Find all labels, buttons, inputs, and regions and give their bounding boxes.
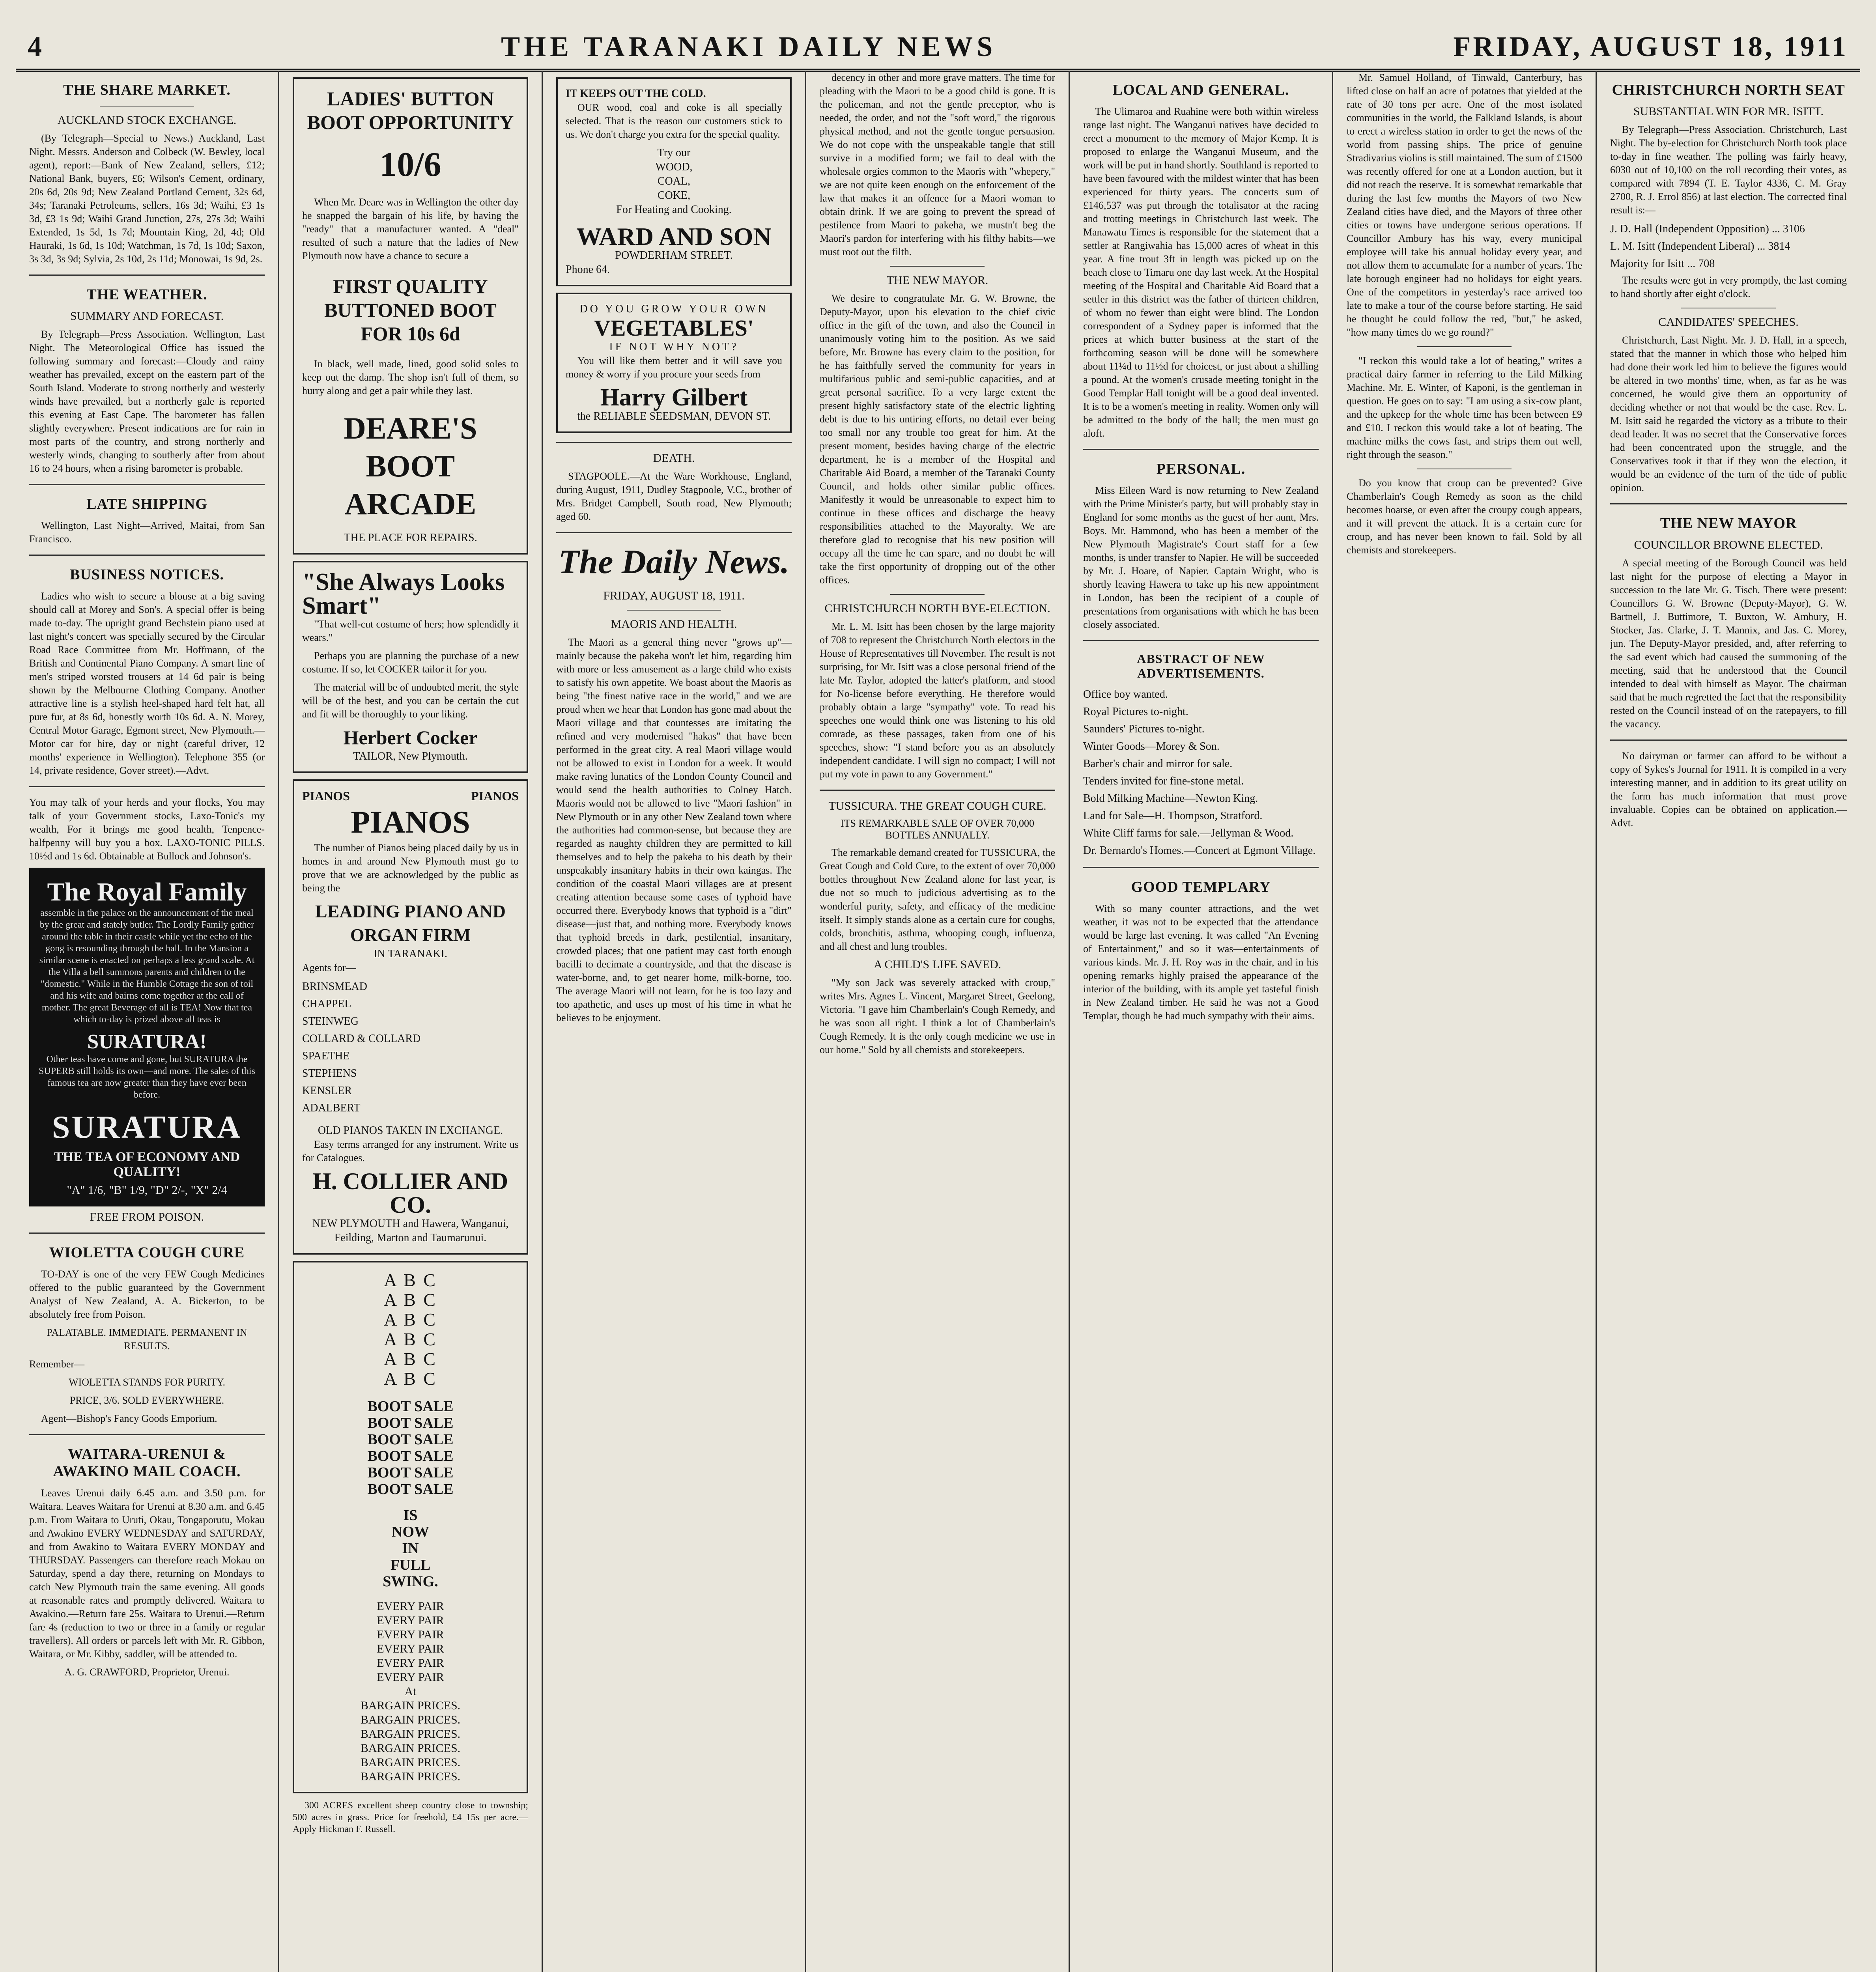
- maoris-health-continued: decency in other and more grave matters. The time for pleading with the Maori to be a good child is gone. It is the policeman, and not the gentle preceptor, who is needed, the order, and not the "soft word," the rigorous physical method, and not the gentle tongue persuasion. We do not cope with the unspeakable tangle that still survive in a modified form; we fail to deal with the wholesale orgies common to the Maoris with "whepery," we are not quite keen enough on the enforcement of the law that makes it an offence for a Maori woman to obtain drink. If we are going to prevent the spread of pestilence from Maori to pakeha, we mustn't beg the Maori's pardon for interfering with his filthy habits—we must root out the filth.: [820, 72, 1055, 258]
- always-smart-text: "That well-cut costume of hers; how splendidly it wears.": [302, 618, 519, 643]
- child-saved-text: "My son Jack was severely attacked with croup," writes Mrs. Agnes L. Vincent, Margaret Street, Geelong, Victoria. "I gave him Chamberlain's Cough Remedy, and he was soon all right. I think a lot of Chamberlain's Cough Remedy. It is the only cough medicine we use in our home." Sold by all chemists and storekeepers.: [820, 977, 1055, 1055]
- abstract-item: Dr. Bernardo's Homes.—Concert at Egmont Village.: [1083, 844, 1316, 857]
- wioletta-purity: WIOLETTA STANDS FOR PURITY.: [69, 1376, 225, 1388]
- share-market-text: (By Telegraph—Special to News.) Auckland, Last Night. Messrs. Anderson and Colbeck (W. Bewley, local agent), report:—Bank of New Zealand, sellers, £12; National Bank, buyers, £6; Wilson's Cement, ordinary, 20s 6d, 20s 9d; New Zealand Portland Cement, 32s 6d, 34s; Taranaki Petroleums, sellers, 16s 3d; Waihi, £3 1s 3d, £3 1s 9d; Waihi Grand Junction, 27s, 27s 3d; Waihi Extended, 1s 5d, 1s 7d; Mountain King, 2d, 4d; Old Hauraki, 1s 6d, 1s 10d; Watchman, 1s 7d, 1s 10d; Saxon, 3s 3d, 3s 9d; Sylvia, 2s 10d, 2s 11d; Monowai, 1s 9d, 2s.: [29, 133, 265, 265]
- divider: [890, 594, 985, 595]
- mail-coach-heading: WAITARA-URENUI & AWAKINO MAIL COACH.: [53, 1446, 241, 1480]
- fuel-item: WOOD,: [655, 161, 693, 173]
- planning-text: Perhaps you are planning the purchase of a new costume. If so, let COCKER tailor it for you.: [302, 650, 519, 675]
- candidates-speeches-heading: CANDIDATES' SPEECHES.: [1658, 316, 1799, 329]
- collier-address: NEW PLYMOUTH and Hawera, Wanganui, Feilding, Marton and Taumarunui.: [312, 1218, 509, 1244]
- repairs-line: THE PLACE FOR REPAIRS.: [344, 532, 477, 544]
- election-result-row: L. M. Isitt (Independent Liberal) ... 3814: [1610, 240, 1790, 252]
- christchurch-bye-election-text: Mr. L. M. Isitt has been chosen by the large majority of 708 to represent the Christchurch North electors in the House of Representatives till November. The result is not surprising, for Mr. Isitt was a close personal friend of the late Mr. Taylor, adopted the latter's platform, and stood for No-license before everything. He therefore would probably obtain a large "sympathy" vote. To read his speeches one would think one was listening to his old comrade, as these passages, taken from one of his speeches, show: "I stand before you as an absolutely independent candidate. I will sign no compact; I will not put my vote in pawn to any Government.": [820, 621, 1055, 780]
- always-smart-heading: "She Always Looks Smart": [302, 569, 505, 619]
- suratura-prices: "A" 1/6, "B" 1/9, "D" 2/-, "X" 2/4: [67, 1184, 227, 1197]
- abstract-item: Barber's chair and mirror for sale.: [1083, 758, 1233, 770]
- christchurch-seat-heading: CHRISTCHURCH NORTH SEAT: [1612, 82, 1845, 98]
- page-number: 4: [28, 31, 44, 62]
- newspaper-title: THE TARANAKI DAILY NEWS: [501, 31, 997, 62]
- divider: [556, 442, 792, 443]
- agents-for: Agents for—: [302, 962, 356, 973]
- wioletta-price: PRICE, 3/6. SOLD EVERYWHERE.: [69, 1395, 224, 1406]
- wioletta-text: TO-DAY is one of the very FEW Cough Medicines offered to the public guaranteed by the Government Analyst of New Zealand, A. A. Bickerton, to be absolutely free from Poison.: [29, 1268, 265, 1320]
- column-1: [16, 71, 279, 1972]
- weather-heading: THE WEATHER.: [86, 286, 207, 303]
- abstract-ads-heading: ABSTRACT OF NEW ADVERTISEMENTS.: [1137, 652, 1265, 680]
- mail-coach-text: Leaves Urenui daily 6.45 a.m. and 3.50 p.m. for Waitara. Leaves Waitara for Urenui at 8.30 a.m. and 6.45 p.m. From Waitara to Uruti, Okau, Tongaporutu, Mokau and Awakino EVERY WEDNESDAY and SATURDAY, and from Awakino to Waitara EVERY MONDAY and THURSDAY. Passengers can therefore reach Mokau on Saturday, spend a day there, returning on Mondays to catch New Plymouth train the same evening. All goods at reasonable rates and promptly delivered. Waitara to Awakino.—Return fare 25s. Waitara to Urenui.—Return fare 4s (reduction to two or three in a family or regular travellers). All orders or parcels left with Mr. R. Gibbon, Waitara, or Mr. Kibby, saddler, will be attended to.: [29, 1487, 265, 1660]
- collier-name: H. COLLIER AND CO.: [312, 1168, 508, 1218]
- divider: [627, 610, 721, 611]
- new-mayor-editorial-text: We desire to congratulate Mr. G. W. Browne, the Deputy-Mayor, upon his elevation to the chief civic office in the gift of the town, and also the Council in unanimously voting him to the position. As we said before, Mr. Browne has every claim to the position, for he has faithfully served the community for years in multifarious public and semi-public capacities, and at great personal sacrifice. To a very large extent the present highly satisfactory state of the electric lighting debt is due to his untiring efforts, no detail ever being too small nor any trouble too great for him. At the present moment, besides having charge of the electric department, he is a member of the Hospital and Charitable Aid Board, a member of the Taranaki County Council, and holds other similar public offices. Manifestly it would be unreasonable to expect him to continue in these offices and discharge the heavy responsibilities attached to the Mayoralty. We are therefore glad to recognise that his new position will occupy all the time he can spare, and no doubt he will take the first opportunity of dropping out of the other offices.: [820, 293, 1055, 586]
- masthead: [16, 16, 1860, 72]
- croup-remedy-ad: Do you know that croup can be prevented? Give Chamberlain's Cough Remedy as soon as the child becomes hoarse, or even after the croupy cough appears, and it will prevent the attack. It is a certain cure for croup, and has never been known to fail. Sold by all chemists and storekeepers.: [1347, 477, 1582, 556]
- brand-item: SPAETHE: [302, 1050, 350, 1062]
- divider: [1083, 867, 1319, 868]
- business-notices-text: Ladies who wish to secure a blouse at a big saving should call at Morey and Son's. A special offer is being made to-day. The upright grand Bechstein piano used at last night's concert was specially secured by the Circular Road Race Committee from Mr. Hoffmann, of the British and Continental Piano Company. A smart line of men's striped worsted trousers at 14 6d pair is being shown by the Melbourne Clothing Company. Another attractive line is a stylish heel-shaped hard felt hat, all pure fur, at 8s 6d, honestly worth 10s 6d. A. N. Morey, Central Motor Garage, Egmont street, New Plymouth.—Motor car for hire, day or night (careful driver, 12 months' experience in Wellington). Telephone 355 (or 14, private residence, Gover street).—Advt.: [29, 590, 265, 776]
- farmer-journal-ad: No dairyman or farmer can afford to be without a copy of Sykes's Journal for 1911. It is compiled in a very interesting manner, and in addition to its great utility on the farm has much information that must prove invaluable. Copies can be obtained on application.—Advt.: [1610, 750, 1847, 829]
- weather-subheading: SUMMARY AND FORECAST.: [70, 310, 224, 323]
- abstract-item: White Cliff farms for sale.—Jellyman & Wood.: [1083, 827, 1294, 839]
- share-market-heading: THE SHARE MARKET.: [63, 82, 231, 98]
- pianos-text: The number of Pianos being placed daily by us in homes in and around New Plymouth must go to prove that we are acknowledged by the public as being the: [302, 842, 519, 894]
- divider: [1610, 740, 1847, 741]
- fuel-item: COAL,: [657, 175, 691, 187]
- column-6: [1333, 71, 1597, 1972]
- poison-free-line: FREE FROM POISON.: [90, 1210, 204, 1223]
- suratura-heading: SURATURA!: [87, 1031, 207, 1053]
- mail-coach-signature: A. G. CRAWFORD, Proprietor, Urenui.: [64, 1666, 230, 1678]
- editorial-date: FRIDAY, AUGUST 18, 1911.: [603, 589, 745, 602]
- fuel-item: COKE,: [657, 189, 691, 202]
- collier-pianos-ad: [293, 779, 528, 1255]
- christchurch-bye-election-heading: CHRISTCHURCH NORTH BYE-ELECTION.: [824, 602, 1050, 615]
- column-4: [806, 71, 1070, 1972]
- maoris-health-text: The Maori as a general thing never "grows up"—mainly because the pakeha won't let him, regarding him with more or less amusement as a large child who exists to satisfy his own appetite. We boast about the Maoris as being "the finest native race in the world," and we are proud when we hear that London has gone mad about the Maori village and that countesses are imitating the refined and very modernised "hakas" that have been performed in the great city. A real Maori village would not be allowed to exist in London for a week. It would make raving lunatics of the London County Council and would send the health authorities to Colney Hatch. Maoris would not be allowed to live "Maori fashion" in New Plymouth or in any other New Zealand town where the authorities had common-sense, but because they are regarded as naughty children they are permitted to kill themselves and to help the pakeha to his death by their unspeakably insanitary habits in their own kaingas. The condition of the coastal Maori villages are at present creating attention because some cases of typhoid have occurred there. Everybody knows that typhoid is a "dirt" disease—just that, and nothing more. Everybody knows that typhoid breeds in dark, pestilential, insanitary, crowded places; that one patient may cast forth enough bacilli to decimate a countryside, and that the disease is water-borne, and, to get nearer home, milk-borne, too. The average Maori will not learn, for he is too lazy and too apathetic, and uses up most of his time in what he believes to be enjoyment.: [556, 637, 792, 1023]
- ladies-boot-text: When Mr. Deare was in Wellington the other day he snapped the bargain of his life, by having the "ready" that a manufacturer wanted. A "deal" resulted of such a nature that the ladies of New Plymouth now have a chance to secure a: [302, 196, 519, 261]
- column-7: [1597, 71, 1860, 1972]
- abstract-item: Royal Pictures to-night.: [1083, 706, 1188, 718]
- column-5: [1070, 71, 1333, 1972]
- suratura-tagline: THE TEA OF ECONOMY AND QUALITY!: [54, 1150, 240, 1179]
- keeps-out-cold: IT KEEPS OUT THE COLD.: [566, 88, 706, 100]
- column-3: [543, 71, 806, 1972]
- editorial-nameplate: The Daily News.: [558, 543, 790, 581]
- divider: [1417, 346, 1512, 347]
- pianos-corner-right: PIANOS: [471, 789, 519, 803]
- good-templary-text: With so many counter attractions, and the wet weather, it was not to be expected that the attendance would be large last evening. It was called "An Evening of Entertainment," and so it was—entertainments of various kinds. Mr. J. H. Roy was in the chair, and in his opening remarks highly praised the appearance of the interior of the building, with its ample yet tasteful finish in New Zealand timber. He said he was not a Good Templar, though he had much sympathy with their aims.: [1083, 903, 1319, 1021]
- suratura-brand: SURATURA: [52, 1109, 242, 1145]
- column-2: [279, 71, 543, 1972]
- deares-boot-ad: [293, 77, 528, 555]
- leading-firm-heading: LEADING PIANO AND ORGAN FIRM: [315, 901, 506, 945]
- brand-item: COLLARD & COLLARD: [302, 1033, 421, 1045]
- harry-gilbert-ad: [556, 293, 792, 433]
- divider: [820, 790, 1055, 791]
- divider: [1610, 503, 1847, 504]
- weather-text: By Telegraph—Press Association. Wellington, Last Night. The Meteorological Office has issued the following summary and forecast:—Cloudy and rainy weather has prevailed, except on the eastern part of the South Island. Moderate to strong northerly and westerly winds have prevailed, but a northerly gale is reported this evening at East Cape. The barometer has fallen slightly everywhere. Present indications are for rain in most parts of the country, and strong northerly and westerly winds, changing to southerly after from about 16 to 24 hours, when a rising barometer is probable.: [29, 329, 265, 474]
- election-result-row: J. D. Hall (Independent Opposition) ... 3106: [1610, 223, 1805, 235]
- pianos-heading: PIANOS: [351, 805, 470, 840]
- sheep-country-ad: 300 ACRES excellent sheep country close to township; 500 acres in grass. Price for freehold, £4 15s per acre.—Apply Hickman F. Russell.: [293, 1800, 528, 1834]
- if-not: IF NOT WHY NOT?: [609, 341, 739, 353]
- divider: [29, 555, 265, 556]
- boot-price: 10/6: [379, 146, 441, 184]
- local-general-continued: Mr. Samuel Holland, of Tinwald, Canterbury, has lifted close on half an acre of potatoes that yielded at the rate of 30 tons per acre. One of the most isolated communities in the world, the Falkland Islands, is about to erect a wireless station in order to get the news of the world from passing ships. The price of genuine Stradivarius violins is still maintained. The sum of £1500 was recently offered for one at a London auction, but it did not reach the reserve. It is somewhat remarkable that during the last few months the Mayors of two New Zealand cities have died, and the Mayors of three other cities or towns have undergone serious operations. If Councillor Ambury has his way, every municipal employee will take his annual holiday every year, and not allow them to accumulate for a number of years. The late borough engineer had no holidays for eight years. One of the competitors in yesterday's race arrived too late to make a tour of the course before starting. He said he thought he could follow the red, "but," he asked, "how many times do we go round?": [1347, 72, 1582, 338]
- herbert-cocker-name: Herbert Cocker: [343, 726, 478, 749]
- ward-and-son-name: WARD AND SON: [576, 222, 772, 250]
- personal-text: Miss Eileen Ward is now returning to New Zealand with the Prime Minister's party, but will probably stay in England for some months as the guest of her aunt, Mrs. Boys. Mr. Hammond, who has been a member of the New Plymouth Magistrate's Court staff for a few months, is under transfer to Napier. He will be succeeded by Mr. J. Hoare, of Napier. Captain Wright, who is shortly leaving Hawera to take up his new appointment in London, has been the recipient of a couple of presentations from organisations with which he has been closely associated.: [1083, 485, 1319, 630]
- new-mayor-editorial-heading: THE NEW MAYOR.: [886, 274, 988, 287]
- powderham-street: POWDERHAM STREET.: [615, 249, 733, 261]
- death-heading: DEATH.: [653, 452, 695, 465]
- good-templary-heading: GOOD TEMPLARY: [1131, 879, 1271, 895]
- divider: [556, 532, 792, 533]
- brand-item: STEINWEG: [302, 1015, 359, 1027]
- shipping-heading: LATE SHIPPING: [86, 496, 207, 512]
- pianos-corner-left: PIANOS: [302, 789, 350, 803]
- maoris-health-heading: MAORIS AND HEALTH.: [611, 618, 737, 631]
- cocker-tailor-ad: [293, 561, 528, 773]
- phone-line: Phone 64.: [566, 263, 610, 276]
- local-general-text: The Ulimaroa and Ruahine were both within wireless range last night. The Wanganui natives have decided to erect a monument to the memory of Major Kemp. It is proposed to enlarge the Wanganui Museum, and the work will be put in hand shortly. Southland is reported to have been favoured with the mildest winter that has been experienced for thirty years. The concerts sum of £146,537 was put through the totalisator at the racing and trotting meetings in Christchurch last week. The Manawatu Times is responsible for the statement that a settler at Rangiwahia has 15,000 acres of wheat in this year. A fine trout 3ft in length was picked up on the beach close to Timaru one day last week. At the Hospital meeting of the Hospital and Charitable Aid Board that a settler in this district was the father of thirteen children, of whom no fewer than eight were blind. The London correspondent of a Sydney paper is informed that the prices at which butter business at the start of the forthcoming season will be done will be somewhere about 11¼d to 11½d for choicest, or just about a shilling a pound. At the women's crusade meeting tonight in the Good Templar Hall tonight will be a good deal invented. It is to be a women's meeting in reality. Women only will be admitted to the body of the hall; the men must go aloft.: [1083, 106, 1319, 439]
- election-result-row: Majority for Isitt ... 708: [1610, 258, 1715, 270]
- abstract-item: Land for Sale—H. Thompson, Stratford.: [1083, 810, 1263, 822]
- local-general-heading: LOCAL AND GENERAL.: [1112, 82, 1289, 98]
- abstract-item: Bold Milking Machine—Newton King.: [1083, 792, 1258, 805]
- in-taranaki: IN TARANAKI.: [373, 948, 447, 960]
- first-quality-heading: FIRST QUALITY BUTTONED BOOT FOR 10s 6d: [324, 275, 497, 345]
- divider: [29, 1434, 265, 1435]
- tussicura-subheading: ITS REMARKABLE SALE OF OVER 70,000 BOTTLES ANNUALLY.: [840, 818, 1035, 841]
- brand-item: ADALBERT: [302, 1102, 361, 1114]
- abstract-item: Winter Goods—Morey & Son.: [1083, 740, 1220, 753]
- divider: [29, 786, 265, 787]
- seedsman-line: the RELIABLE SEEDSMAN, DEVON ST.: [577, 410, 771, 422]
- easy-terms-line: Easy terms arranged for any instrument. Write us for Catalogues.: [302, 1139, 519, 1163]
- try-our: Try our: [657, 147, 691, 159]
- suratura-tea-ad: [29, 868, 265, 1206]
- wioletta-agent: Agent—Bishop's Fancy Goods Emporium.: [41, 1413, 217, 1424]
- abstract-item: Tenders invited for fine-stone metal.: [1083, 775, 1244, 787]
- vegetables-text: You will like them better and it will save you money & worry if you procure your seeds from: [566, 355, 782, 380]
- coal-text: OUR wood, coal and coke is all specially selected. That is the reason our customers stick to us. We don't charge you extra for the special quality.: [566, 102, 782, 140]
- tailor-line: TAILOR, New Plymouth.: [353, 750, 468, 762]
- laxo-tonic-ad: You may talk of your herds and your flocks, You may talk of your Government stocks, Laxo-Tonic's my wealth, For it brings me good health, Tenpence-halfpenny will buy you a box. LAXO-TONIC PILLS. 10½d and 1s 6d. Obtainable at Bullock and Johnson's.: [29, 797, 265, 862]
- grow-your-own: DO YOU GROW YOUR OWN: [579, 303, 768, 315]
- suratura-text: Other teas have come and gone, but SURATURA the SUPERB still holds its own—and more. The sales of this famous tea are now greater than they have ever been before.: [39, 1054, 255, 1100]
- milking-machine-ad: "I reckon this would take a lot of beating," writes a practical dairy farmer in referring to the Lild Milking Machine. Mr. E. Winter, of Kaponi, is the gentleman in question. He goes on to say: "I am using a six-cow plant, and the upkeep for the whole time has been between £9 and £10. I reckon this would take a lot of beating. The machine milks the cows fast, and strips them out well, right through the season.": [1347, 355, 1582, 460]
- brand-item: BRINSMEAD: [302, 980, 367, 993]
- divider: [29, 484, 265, 485]
- ladies-boot-heading: LADIES' BUTTON BOOT OPPORTUNITY: [307, 88, 514, 133]
- share-market-subheading: AUCKLAND STOCK EXCHANGE.: [57, 114, 237, 127]
- brand-item: KENSLER: [302, 1085, 352, 1097]
- vegetables-heading: VEGETABLES': [594, 315, 754, 341]
- royal-family-title: The Royal Family: [47, 878, 247, 906]
- material-text: The material will be of undoubted merit, the style will be of the best, and you can be certain the cut and fit will be thoroughly to your liking.: [302, 682, 519, 720]
- child-saved-heading: A CHILD'S LIFE SAVED.: [873, 958, 1002, 971]
- deares-arcade-name: DEARE'S BOOT ARCADE: [344, 411, 477, 521]
- new-mayor-text: A special meeting of the Borough Council was held last night for the purpose of electing a Mayor in succession to the late Mr. G. Tisch. There were present: Councillors G. W. Browne (Deputy-Mayor), G. W. Bartnell, J. Buttimore, T. Buxton, W. Ambury, H. Stocker, Jas. Clarke, J. T. Mannix, and Jas. C. Morey, jun. The Deputy-Mayor presided, and, after referring to the sad event which had caused the summoning of the meeting, said that he understood that the Council intended to deal with himself as Mayor. The chairman said that he much regretted the fact that the responsibility rested on the Council instead of on the ratepayers, to fill the vacancy.: [1610, 557, 1847, 730]
- tussicura-heading: TUSSICURA. THE GREAT COUGH CURE.: [828, 799, 1046, 812]
- divider: [29, 1232, 265, 1234]
- candidates-speeches-text: Christchurch, Last Night. Mr. J. D. Hall, in a speech, stated that the manner in which those who helped him had done their work led him to believe the figures would be altered in two months' time, when, as far as he was concerned, he would give them an opportunity of deciding whether or not that would be the case. Rev. L. M. Isitt said he regarded the victory as a tribute to their dead leader. It was no secret that the Conservative forces had been concentrated upon the struggle, and the Conservatives took it that if they won the election, it would be an evidence of the turn of the tide of public opinion.: [1610, 334, 1847, 493]
- christchurch-seat-subheading: SUBSTANTIAL WIN FOR MR. ISITT.: [1633, 105, 1824, 118]
- abstract-item: Saunders' Pictures to-night.: [1083, 723, 1205, 735]
- harry-gilbert-name: Harry Gilbert: [600, 384, 748, 411]
- divider: [890, 266, 985, 267]
- divider: [1083, 449, 1319, 450]
- wioletta-heading: WIOLETTA COUGH CURE: [49, 1244, 245, 1261]
- royal-family-text: assemble in the palace on the announcement of the meal by the great and stately butler. The Lordly Family gather around the table in their castle while yet the echo of the gong is resounding through the hall. In the Mansion a similar scene is enacted on perhaps a less grand scale. At the Villa a bell summons parents and children to the "domestic." While in the Humble Cottage the son of toil and his wife and bairns come together at the call of mother. The great Beverage of all is TEA! Now that tea which to-day is prized above all teas is: [39, 908, 255, 1025]
- divider: [1083, 640, 1319, 641]
- heating-line: For Heating and Cooking.: [616, 204, 732, 216]
- ward-and-son-ad: [556, 77, 792, 286]
- personal-heading: PERSONAL.: [1156, 461, 1246, 477]
- brand-item: STEPHENS: [302, 1067, 357, 1079]
- abstract-item: Office boy wanted.: [1083, 688, 1168, 700]
- boot-description: In black, well made, lined, good solid soles to keep out the damp. The shop isn't full of them, so hurry along and get a pair while they last.: [302, 358, 519, 396]
- business-notices-heading: BUSINESS NOTICES.: [70, 566, 224, 583]
- christchurch-seat-text: By Telegraph—Press Association. Christchurch, Last Night. The by-election for Christchurch North took place to-day in fine weather. The polling was fairly heavy, 6030 out of 10,100 on the roll recording their votes, as compared with 7894 (T. E. Taylor 4336, C. M. Gray 2700, R. J. Errol 856) at last election. The corrected final result is:—: [1610, 124, 1847, 216]
- columns-grid: [16, 71, 1860, 1972]
- wioletta-palatable: PALATABLE. IMMEDIATE. PERMANENT IN RESULTS.: [47, 1327, 247, 1352]
- brand-item: CHAPPEL: [302, 998, 351, 1010]
- divider: [29, 275, 265, 276]
- new-mayor-heading: THE NEW MAYOR: [1660, 515, 1797, 532]
- results-note: The results were got in very promptly, the last coming to hand shortly after eight o'clock.: [1610, 275, 1847, 299]
- new-mayor-subheading: COUNCILLOR BROWNE ELECTED.: [1634, 538, 1823, 551]
- death-notice: STAGPOOLE.—At the Ware Workhouse, England, during August, 1911, Dudley Stagpoole, V.C., brother of Mrs. Bridget Campbell, South road, New Plymouth; aged 60.: [556, 471, 792, 522]
- wioletta-remember: Remember—: [29, 1358, 85, 1370]
- abc-boot-sale-ad: A B C A B C A B C A B C A B C A B C BOOT SALE BOOT SALE BOOT SALE BOOT SALE BOOT SALE BOOT SALE IS NOW IN FULL SWING. EVERY PAIR EVERY PAIR EVERY PAIR EVERY PAIR EVERY PAIR EVERY PAIR At BARGAIN PRICES. BARGAIN PRICES. BARGAIN PRICES. BARGAIN PRICES. BARGAIN PRICES. BARGAIN PRICES.: [293, 1261, 528, 1793]
- old-pianos-line: OLD PIANOS TAKEN IN EXCHANGE.: [318, 1124, 503, 1137]
- tussicura-text: The remarkable demand created for TUSSICURA, the Great Cough and Cold Cure, to the extent of over 70,000 bottles throughout New Zealand alone for last year, is due not so much to judicious advertising as to the wonderful purity, safety, and efficacy of the medicine itself. It simply stands alone as a certain cure for coughs, colds, bronchitis, asthma, whooping cough, influenza, and all chest and lung troubles.: [820, 847, 1055, 952]
- shipping-text: Wellington, Last Night—Arrived, Maitai, from San Francisco.: [29, 520, 265, 545]
- issue-date: FRIDAY, AUGUST 18, 1911: [1453, 31, 1848, 62]
